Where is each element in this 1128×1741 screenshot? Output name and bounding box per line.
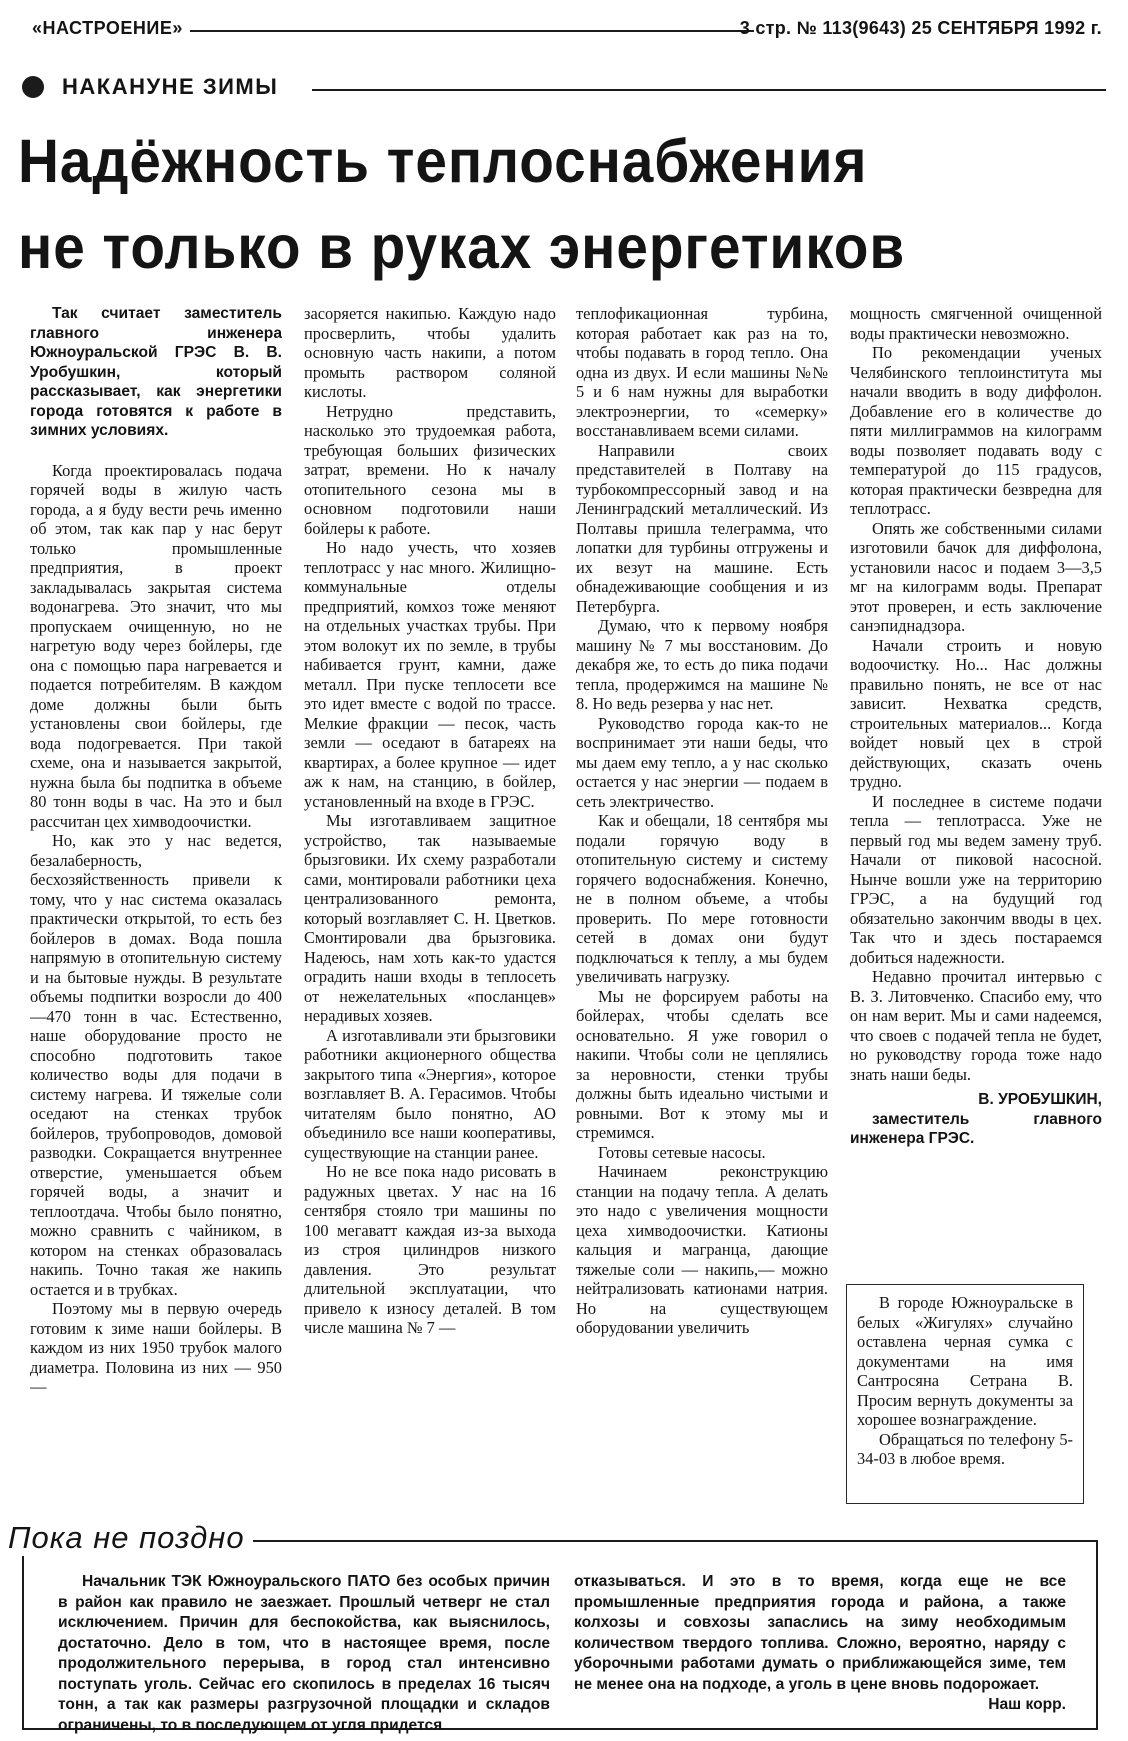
issue-info: 3 стр. № 113(9643) 25 СЕНТЯБРЯ 1992 г. — [739, 18, 1102, 38]
article-column-1 — [30, 304, 282, 1516]
paragraph: Недавно прочитал интервью с В. З. Литовченко. Спасибо ему, что он нам верит. Мы и сами надеемся, что своев с подачей тепла не будет, но руководству города тоже надо знать наши беды. — [850, 967, 1102, 1084]
paragraph: засоряется накипью. Каждую надо просверлить, чтобы удалить основную часть накипи, а потом промыть раствором соляной кислоты. — [304, 304, 556, 401]
bottom-article — [22, 1540, 1098, 1734]
paragraph: По рекомендации ученых Челябинского теплоинститута мы начали вводить в воду диффолон. Добавление его в количестве до пяти миллиграммов на килограмм воды позволяет подавать воду с температурой до 115 градусов, которая практически безвредна для теплотрасс. — [850, 343, 1102, 518]
newspaper-name: «НАСТРОЕНИЕ» — [32, 18, 183, 38]
paragraph: Начали строить и новую водоочистку. Но... Нас должны правильно понять, не все от нас зависит. Нехватка средств, строительных материалов... Когда войдет новый цех в строй действующих, сказать очень трудно. — [850, 635, 1102, 791]
paragraph: И последнее в системе подачи тепла — теплотрасса. Уже не первый год мы ведем замену труб. Начали от пиковой насосной. Нынче вошли уже на территорию ГРЭС, а на будущий год обязательно закончим вводы в цех. Так что и здесь постараемся добиться надежности. — [850, 791, 1102, 967]
paragraph: Как и обещали, 18 сентября мы подали горячую воду в отопительную систему и систему горячего водоснабжения. Конечно, не в полном объеме, а чтобы проверить. По мере готовности сетей в домах они будут подключаться к теплу, а мы будем увеличивать нагрузку. — [576, 811, 828, 986]
paragraph: Опять же собственными силами изготовили бачок для диффолона, установили насос и подаем 3—3,5 мг на килограмм воды. Препарат этот проверен, и есть заключение санэпиднадзора. — [850, 518, 1102, 635]
rubric-rule — [312, 89, 1106, 91]
paragraph: Руководство города как-то не воспринимает эти наши беды, что мы даем ему тепло, а у нас сколько остается у нас энергии — подаем в сеть электричество. — [576, 713, 828, 811]
bottom-article-heading: Пока не поздно — [8, 1520, 253, 1556]
author-title: заместитель главного инженера ГРЭС. — [850, 1110, 1102, 1147]
paragraph: Но не все пока надо рисовать в радужных цветах. У нас на 16 сентября стояло три машины по 100 мегаватт каждая из-за выхода из строя цилиндров низкого давления. Это результат длительной эксплуатации, что привело к износу деталей. В том числе машина № 7 — — [304, 1162, 556, 1337]
article-column-2 — [304, 304, 556, 1516]
paragraph: Но надо учесть, что хозяев теплотрасс у нас много. Жилищно-коммунальные отделы предприятий, комхоз тоже меняют на отдельных участках трубы. При этом волокут их по земле, в трубы набивается грунт, камни, даже металл. При пуске теплосети все это идет вместе с водой по трассе. Мелкие фракции — песок, часть земли — оседают в батареях на квартирах, а более крупное — идет аж к нам, на станцию, в бойлер, установленный на входе в ГРЭС. — [304, 538, 556, 811]
headline-line-2: не только в руках энергетиков — [18, 213, 906, 281]
bottom-signature: Наш корр. — [988, 1696, 1066, 1713]
author-signature: В. УРОБУШКИН, — [978, 1091, 1102, 1108]
header-rule — [190, 30, 754, 32]
bullet-icon — [22, 76, 44, 98]
paragraph: Поэтому мы в первую очередь готовим к зиме наши бойлеры. В каждом из них 1950 трубок малого диаметра. Половина из них — 950 — — [30, 1299, 282, 1396]
notice-contact: Обращаться по телефону 5-34-03 в любое время. — [857, 1429, 1073, 1468]
article-lead: Так считает заместитель главного инженера Южноуральской ГРЭС В. В. Уробушкин, который рассказывает, как энергетики города готовятся к работе в зимних условиях. — [30, 305, 282, 439]
headline-line-1: Надёжность теплоснабжения — [18, 127, 868, 195]
notice-text: В городе Южноуральске в белых «Жигулях» случайно оставлена черная сумка с документами на имя Сантросяна Сетрана В. Просим вернуть документы за хорошее вознаграждение. — [857, 1293, 1073, 1429]
paragraph: Направили своих представителей в Полтаву на турбокомпрессорный завод и на Ленинградский металлический. Из Полтавы пришла телеграмма, что лопатки для турбины отгружены и их везут на машине. Есть обнадеживающие сообщения и из Петербурга. — [576, 440, 828, 616]
paragraph: Думаю, что к первому ноября машину № 7 мы восстановим. До декабря же, то есть до пика подачи тепла, продержимся на машине № 8. Но ведь резерва у нас нет. — [576, 616, 828, 713]
rubric-label: НАКАНУНЕ ЗИМЫ — [62, 74, 279, 99]
paragraph: А изготавливали эти брызговики работники акционерного общества закрытого типа «Энергия», которое возглавляет В. А. Герасимов. Чтобы читателям было понятно, АО объединило все наши кооперативы, существующие на станции ранее. — [304, 1025, 556, 1162]
paragraph: Нетрудно представить, насколько это трудоемкая работа, требующая больших физических затрат, времени. Но к началу отопительного сезона мы в основном подготовили наши бойлеры к работе. — [304, 401, 556, 538]
rubric — [22, 74, 1106, 104]
paragraph: Начальник ТЭК Южноуральского ПАТО без особых причин в район как правило не заезжает. Прошлый четверг не стал исключением. Причин для беспокойства, как выяснилось, достаточно. Дело в том, что в настоящее время, после продолжительного перерыва, в город стал интенсивно поступать уголь. Сейчас его скопилось в пределах 16 тысяч тонн, а так как размеры разгрузочной площадки и складов ограничены, то в последующем от угля придется — [58, 1573, 550, 1734]
paragraph: Начинаем реконструкцию станции на подачу тепла. А делать это надо с увеличения мощности цеха химводоочистки. Катионы кальция и магранца, дающие тяжелые соли — накипь,— можно нейтрализовать катионами натрия. Но на существующем оборудовании увеличить — [576, 1162, 828, 1337]
lost-item-notice — [846, 1284, 1084, 1504]
paragraph: Когда проектировалась подача горячей воды в жилую часть города, а я буду вести речь именно об этом, так как пар у нас берут только промышленные предприятия, в проект закладывалась закрытая система водонагрева. Это значит, что мы пропускаем очищенную, но не нагретую воду через бойлеры, где она с помощью пара нагревается и подается потребителям. В каждом доме должны были быть установлены свои бойлеры, где вода подогревается. При такой схеме, она и называется закрытой, нужна была бы подпитка в объеме 80 тонн воды в час. На это и был рассчитан цех химводоочистки. — [30, 460, 282, 831]
paragraph: Но, как это у нас ведется, безалаберность, бесхозяйственность привели к тому, что у нас система оказалась практически открытой, то есть без бойлеров в домах. Вода пошла напрямую в отопительную систему и на бытовые нужды. В результате объемы подпитки возросли до 400—470 тонн в час. Естественно, наше оборудование просто не способно подготовить такое количество воды для подачи в систему нагрева. И тяжелые соли оседают на стенках трубок бойлеров, трубопроводов, домовой разводки. Сокращается внутреннее отверстие, уменьшается объем горячей воды, а значит и теплоотдача. Чтобы было понятно, можно сравнить с чайником, в котором на стенках образовалась накипь. Точно такая же накипь остается и в трубках. — [30, 831, 282, 1299]
bottom-column-2 — [574, 1572, 1066, 1716]
article-column-3 — [576, 304, 828, 1516]
paragraph: Мы не форсируем работы на бойлерах, чтобы сделать все основательно. Я уже говорил о накипи. Чтобы соли не цеплялись за неровности, стенки трубы должны быть идеально чистыми и ровными. Вот к этому мы и стремимся. — [576, 986, 828, 1142]
paragraph: отказываться. И это в то время, когда еще не все промышленные предприятия города и района, а также колхозы и совхозы запаслись на зиму необходимым количеством твердого топлива. Сложно, вероятно, наряду с уборочными работами думать о приближающейся зиме, тем не менее она на подходе, а уголь в цене вновь подорожает. — [574, 1573, 1066, 1693]
paragraph: теплофикационная турбина, которая работает как раз на то, чтобы подавать в город тепло. Она одна из двух. И если машины №№ 5 и 6 нам нужны для выработки электроэнергии, то «семерку» восстанавливаем всеми силами. — [576, 304, 828, 440]
paragraph: мощность смягченной очищенной воды практически невозможно. — [850, 304, 1102, 343]
paragraph: Готовы сетевые насосы. — [598, 1142, 766, 1162]
paragraph: Мы изготавливаем защитное устройство, так называемые брызговики. Их схему разработали сами, монтировали работники цеха централизованного ремонта, который возглавляет С. Н. Цветков. Смонтировали два брызговика. Надеюсь, нам хоть как-то удастся оградить наши входы в теплосеть от нежелательных «посланцев» нерадивых хозяев. — [304, 811, 556, 1025]
headline — [18, 118, 1022, 290]
bottom-column-1 — [58, 1572, 550, 1736]
page-header — [22, 14, 1106, 42]
